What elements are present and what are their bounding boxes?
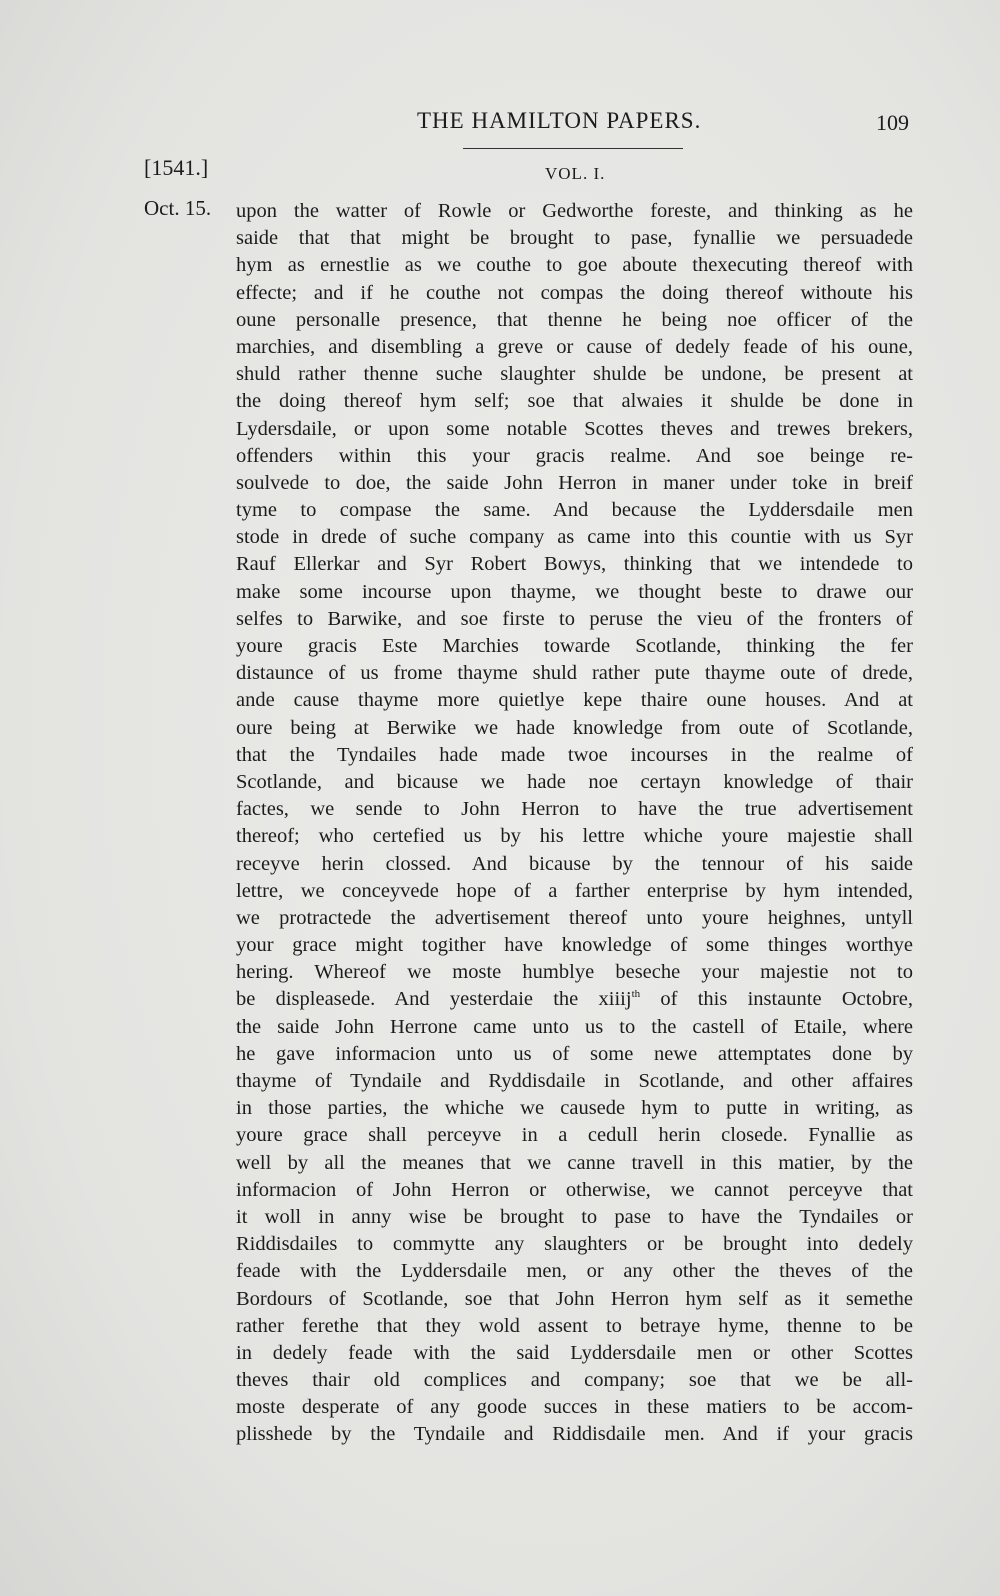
text-line: Rauf Ellerkar and Syr Robert Bowys, thinking that we intendede to [236, 553, 913, 576]
text-line: in dedely feade with the said Lyddersdaile men or other Scottes [236, 1341, 913, 1364]
volume-label: VOL. I. [545, 164, 606, 183]
text-line: effecte; and if he couthe not compas the doing thereof withoute his [236, 281, 913, 304]
text-line: theves thair old complices and company; soe that we be all- [236, 1369, 913, 1392]
text-line: well by all the meanes that we canne travell in this matier, by the [236, 1151, 913, 1174]
text-line: Riddisdailes to commytte any slaughters or be brought into dedely [236, 1233, 913, 1256]
text-line: we protractede the advertisement thereof unto youre heighnes, untyll [236, 906, 913, 929]
text-segment: of this instaunte Octobre, [640, 988, 914, 1011]
text-line: your grace might togither have knowledge of some thinges worthye [236, 934, 913, 957]
text-line: soulvede to doe, the saide John Herron in maner under toke in breif [236, 471, 913, 494]
text-line: ande cause thayme more quietlye kepe thaire oune houses. And at [236, 689, 913, 712]
year-marker: [1541.] [144, 155, 209, 180]
text-line: hym as ernestlie as we couthe to goe aboute thexecuting thereof with [236, 254, 913, 277]
text-line: in those parties, the whiche we causede hym to putte in writing, as [236, 1097, 913, 1120]
text-line: tyme to compase the same. And because the Lyddersdaile men [236, 499, 913, 522]
text-segment: be displeasede. And yesterdaie the xiiij [236, 988, 632, 1011]
text-line: stode in drede of suche company as came into this countie with us Syr [236, 526, 913, 549]
text-line: plisshede by the Tyndaile and Riddisdaile men. And if your gracis [236, 1423, 913, 1446]
body-text [236, 198, 913, 1449]
running-title: THE HAMILTON PAPERS. [417, 108, 702, 133]
text-line: marchies, and disembling a greve or cause of dedely feade of his oune, [236, 335, 913, 358]
text-line: the saide John Herrone came unto us to the castell of Etaile, where [236, 1015, 913, 1038]
text-line: offenders within this your gracis realme. And soe beinge re- [236, 444, 913, 467]
text-line: make some incourse upon thayme, we thought beste to drawe our [236, 580, 913, 603]
text-line-superscript [236, 986, 913, 1013]
text-line: Lydersdaile, or upon some notable Scottes theves and trewes brekers, [236, 417, 913, 440]
text-line: receyve herin clossed. And bicause by the tennour of his saide [236, 852, 913, 875]
text-line: oune personalle presence, that thenne he being noe officer of the [236, 308, 913, 331]
text-line: lettre, we conceyvede hope of a farther enterprise by hym intended, [236, 879, 913, 902]
text-line: rather ferethe that they wold assent to betraye hyme, thenne to be [236, 1314, 913, 1337]
text-line: thereof; who certefied us by his lettre whiche youre majestie shall [236, 825, 913, 848]
text-line: saide that that might be brought to pase, fynallie we persuadede [236, 227, 913, 250]
text-line: moste desperate of any goode succes in these matiers to be accom- [236, 1396, 913, 1419]
text-line: the doing thereof hym self; soe that alwaies it shulde be done in [236, 390, 913, 413]
text-line: shuld rather thenne suche slaughter shulde be undone, be present at [236, 363, 913, 386]
text-line: Bordours of Scotlande, soe that John Herron hym self as it semethe [236, 1287, 913, 1310]
text-line: upon the watter of Rowle or Gedworthe foreste, and thinking as he [236, 200, 913, 222]
text-line: distaunce of us frome thayme shuld rather pute thayme oute of drede, [236, 662, 913, 685]
page-number: 109 [876, 110, 909, 135]
text-line: Scotlande, and bicause we hade noe certayn knowledge of thair [236, 770, 913, 793]
text-line: factes, we sende to John Herron to have the true advertisement [236, 798, 913, 821]
superscript: th [631, 988, 641, 1001]
margin-date: Oct. 15. [144, 196, 212, 220]
text-line: it woll in anny wise be brought to pase to have the Tyndailes or [236, 1205, 913, 1228]
text-line: selfes to Barwike, and soe firste to peruse the vieu of the fronters of [236, 607, 913, 630]
text-line: oure being at Berwike we hade knowledge from oute of Scotlande, [236, 716, 913, 739]
text-line: that the Tyndailes hade made twoe incourses in the realme of [236, 743, 913, 766]
text-line: hering. Whereof we moste humblye beseche your majestie not to [236, 961, 913, 984]
text-line: feade with the Lyddersdaile men, or any other the theves of the [236, 1260, 913, 1283]
text-line: youre grace shall perceyve in a cedull herin closede. Fynallie as [236, 1124, 913, 1147]
text-line: youre gracis Este Marchies towarde Scotlande, thinking the fer [236, 635, 913, 657]
text-line: thayme of Tyndaile and Ryddisdaile in Scotlande, and other affaires [236, 1070, 913, 1092]
text-line: he gave informacion unto us of some newe attemptates done by [236, 1042, 913, 1065]
header-rule [463, 148, 683, 149]
text-line: informacion of John Herron or otherwise, we cannot perceyve that [236, 1178, 913, 1201]
